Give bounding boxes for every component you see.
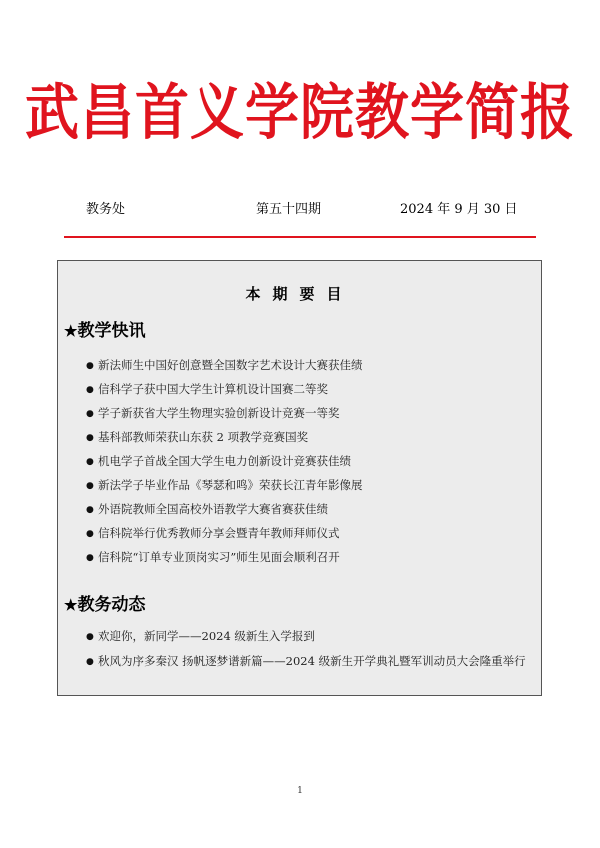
academic-affairs-list	[86, 626, 526, 673]
section-heading-label: 教学快讯	[77, 321, 146, 341]
list-item-text: 信科院“订单专业顶岗实习”师生见面会顺利召开	[98, 550, 340, 564]
newsletter-masthead-title: 武昌首义学院教学简报	[25, 77, 575, 148]
bullet-icon: ●	[86, 481, 94, 491]
list-item[interactable]	[86, 475, 363, 499]
page-number: 1	[297, 786, 303, 796]
list-item-text: 机电学子首战全国大学生电力创新设计竞赛获佳绩	[98, 454, 351, 468]
toc-title: 本期要目	[245, 285, 354, 303]
star-icon: ★	[64, 322, 78, 340]
list-item-text: 信科学子获中国大学生计算机设计国赛二等奖	[98, 382, 328, 396]
list-item-text: 新法师生中国好创意暨全国数字艺术设计大赛获佳绩	[98, 358, 363, 372]
list-item-text: 基科部教师荣获山东获 2 项教学竞赛国奖	[98, 430, 309, 444]
bullet-icon: ●	[86, 632, 94, 642]
issuing-department: 教务处	[86, 202, 126, 217]
list-item-text: 外语院教师全国高校外语教学大赛省赛获佳绩	[98, 502, 328, 516]
list-item[interactable]	[86, 523, 363, 547]
section-heading-label: 教务动态	[77, 595, 146, 615]
issue-date: 2024 年 9 月 30 日	[400, 202, 518, 217]
issue-number: 第五十四期	[256, 202, 322, 217]
section-heading-teaching-news	[64, 319, 145, 343]
bullet-icon: ●	[86, 657, 94, 667]
list-item[interactable]	[86, 626, 526, 650]
bullet-icon: ●	[86, 529, 94, 539]
list-item[interactable]	[86, 427, 363, 451]
list-item[interactable]	[86, 547, 363, 571]
header-divider	[64, 236, 536, 238]
list-item[interactable]	[86, 499, 363, 523]
list-item-text: 秋风为序多秦汉 扬帆逐梦谱新篇——2024 级新生开学典礼暨军训动员大会隆重举行	[98, 654, 526, 668]
list-item[interactable]	[86, 403, 363, 427]
list-item-text: 学子新获省大学生物理实验创新设计竞赛一等奖	[98, 406, 340, 420]
list-item-text: 欢迎你，新同学——2024 级新生入学报到	[98, 629, 315, 643]
list-item[interactable]	[86, 379, 363, 403]
bullet-icon: ●	[86, 361, 94, 371]
bullet-icon: ●	[86, 385, 94, 395]
bullet-icon: ●	[86, 457, 94, 467]
bullet-icon: ●	[86, 433, 94, 443]
list-item-text: 信科院举行优秀教师分享会暨青年教师拜师仪式	[98, 526, 340, 540]
list-item[interactable]	[86, 650, 526, 673]
table-of-contents-box	[57, 260, 542, 696]
bullet-icon: ●	[86, 409, 94, 419]
teaching-news-list	[86, 355, 363, 571]
star-icon: ★	[64, 596, 78, 614]
list-item[interactable]	[86, 451, 363, 475]
bullet-icon: ●	[86, 553, 94, 563]
section-heading-academic-affairs	[64, 593, 145, 617]
list-item-text: 新法学子毕业作品《琴瑟和鸣》荣获长江青年影像展	[98, 478, 363, 492]
list-item[interactable]	[86, 355, 363, 379]
bullet-icon: ●	[86, 505, 94, 515]
